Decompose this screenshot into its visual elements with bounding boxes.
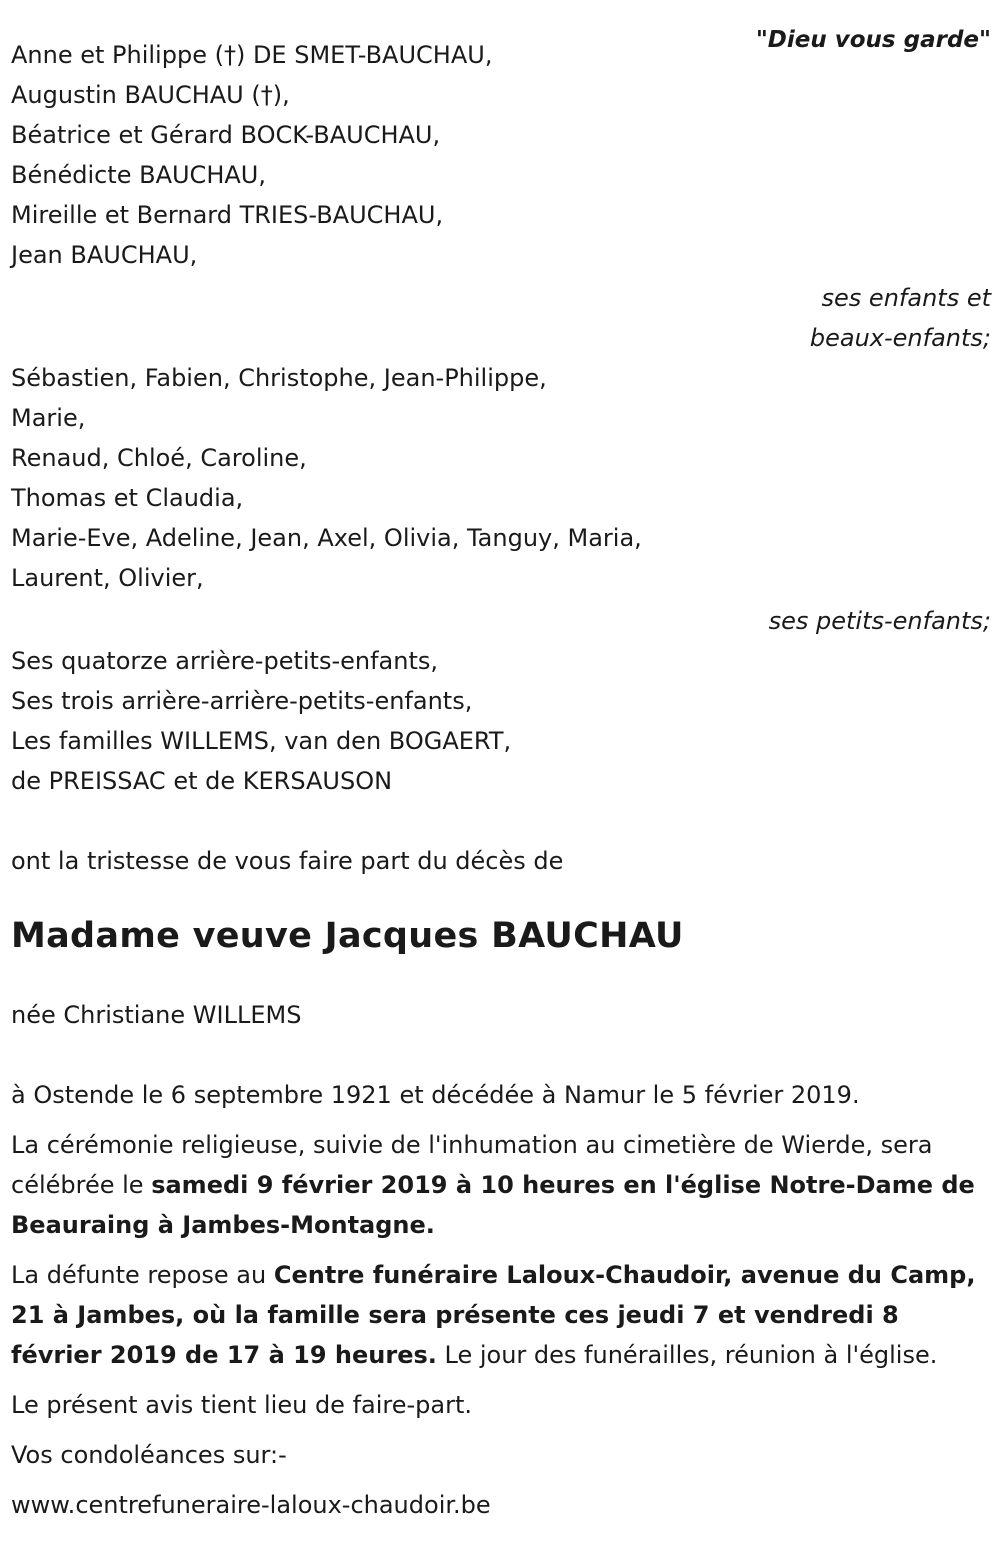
grandchildren-line: Sébastien, Fabien, Christophe, Jean-Philippe,: [11, 364, 547, 392]
children-line: Bénédicte BAUCHAU,: [11, 161, 266, 189]
motto: "Dieu vous garde": [755, 27, 991, 53]
repose-details: Centre funéraire Laloux-Chaudoir, avenue du Camp, 21 à Jambes, où la famille sera présente ces jeudi 7 et vendredi 8 février 2019 de 17 à 19 heures.: [11, 1261, 976, 1369]
repose-text-end: Le jour des funérailles, réunion à l'église.: [436, 1341, 938, 1369]
children-section: [11, 0, 991, 358]
ceremony-text: La cérémonie religieuse, suivie de l'inhumation au cimetière de Wierde, sera célébrée le: [11, 1131, 933, 1199]
grandchildren-line: Renaud, Chloé, Caroline,: [11, 444, 307, 472]
others-line: de PREISSAC et de KERSAUSON: [11, 767, 393, 795]
birth-name: née Christiane WILLEMS: [11, 1001, 302, 1029]
children-line: Jean BAUCHAU,: [11, 241, 198, 269]
ceremony-details: samedi 9 février 2019 à 10 heures en l'église Notre-Dame de Beauraing à Jambes-Montagne.: [11, 1171, 975, 1239]
grandchildren-section: [11, 358, 991, 641]
grandchildren-line: Laurent, Olivier,: [11, 564, 204, 592]
children-line: Anne et Philippe (†) DE SMET-BAUCHAU,: [11, 41, 493, 69]
others-line: Ses trois arrière-arrière-petits-enfants,: [11, 687, 473, 715]
repose-text: La défunte repose au: [11, 1261, 274, 1289]
grandchildren-label: ses petits-enfants;: [768, 607, 991, 635]
children-line: Béatrice et Gérard BOCK-BAUCHAU,: [11, 121, 441, 149]
others-line: Ses quatorze arrière-petits-enfants,: [11, 647, 438, 675]
children-line: Mireille et Bernard TRIES-BAUCHAU,: [11, 201, 444, 229]
grandchildren-line: Thomas et Claudia,: [11, 484, 244, 512]
grandchildren-line: Marie,: [11, 404, 86, 432]
obituary-notice: [11, 0, 991, 1535]
children-label: ses enfants et: [821, 284, 991, 312]
condolences-label: Vos condoléances sur:-: [11, 1441, 287, 1469]
announcement: ont la tristesse de vous faire part du décès de: [11, 847, 564, 875]
deceased-name: Madame veuve Jacques BAUCHAU: [11, 916, 684, 956]
repose-paragraph: [11, 1255, 991, 1375]
others-section: [11, 641, 991, 801]
website-link[interactable]: www.centrefuneraire-laloux-chaudoir.be: [11, 1491, 491, 1519]
grandchildren-line: Marie-Eve, Adeline, Jean, Axel, Olivia, Tanguy, Maria,: [11, 524, 642, 552]
ceremony-paragraph: [11, 1125, 991, 1245]
dates: à Ostende le 6 septembre 1921 et décédée à Namur le 5 février 2019.: [11, 1081, 860, 1109]
notice: Le présent avis tient lieu de faire-part.: [11, 1391, 473, 1419]
children-label: beaux-enfants;: [809, 324, 991, 352]
others-line: Les familles WILLEMS, van den BOGAERT,: [11, 727, 512, 755]
children-line: Augustin BAUCHAU (†),: [11, 81, 290, 109]
